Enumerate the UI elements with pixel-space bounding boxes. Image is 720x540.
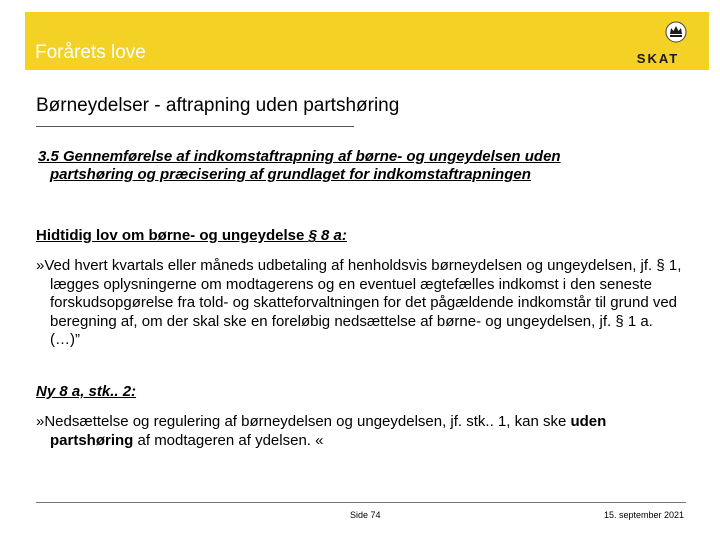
- new-law-text-end: af modtageren af ydelsen. «: [133, 431, 324, 449]
- subtitle-divider: [36, 126, 354, 127]
- header-banner: [25, 12, 709, 70]
- slide-subtitle: Børneydelser - aftrapning uden partshøring: [36, 95, 400, 116]
- footer-page-number: Side 74: [350, 510, 381, 520]
- new-law-text-start: »Nedsættelse og regulering af børneydelsen og ungeydelsen, jf. stk.. 1, kan ske: [36, 413, 571, 430]
- old-law-paragraph: »Ved hvert kvartals eller måneds udbetaling af henholdsvis børneydelsen og ungeydelsen, jf. § 1, lægges oplysningerne om modtagerens og en eventuel ægtefælles indkomst i den seneste forskudsopgørelse fra told- og skatteforvaltningen for det pågældende indkomstår til grund ved beregning af, om der skal ske en foreløbig nedsættelse af børne- og ungeydelsen, jf. § 1 a. (…)”: [36, 257, 682, 348]
- old-law-reference: § 8 a:: [308, 227, 347, 244]
- new-law-text-bold: uden partshøring: [50, 413, 607, 449]
- old-law-heading: [36, 227, 347, 244]
- new-law-paragraph: [36, 413, 686, 450]
- new-law-heading: Ny 8 a, stk.. 2:: [36, 383, 137, 400]
- section-heading-line2: partshøring og præcisering af grundlaget for indkomstaftrapningen: [50, 166, 531, 183]
- old-law-heading-text: Hidtidig lov om børne- og ungeydelse: [36, 227, 305, 244]
- banner-title: Forårets love: [35, 42, 146, 63]
- footer-date: 15. september 2021: [603, 510, 684, 520]
- section-heading: [36, 148, 686, 184]
- logo-text: SKAT: [636, 51, 680, 66]
- skat-logo: [623, 18, 693, 66]
- crown-icon: [623, 18, 693, 52]
- section-heading-line1: 3.5 Gennemførelse af indkomstaftrapning af børne- og ungeydelsen uden: [38, 148, 561, 165]
- footer-divider: [36, 502, 686, 503]
